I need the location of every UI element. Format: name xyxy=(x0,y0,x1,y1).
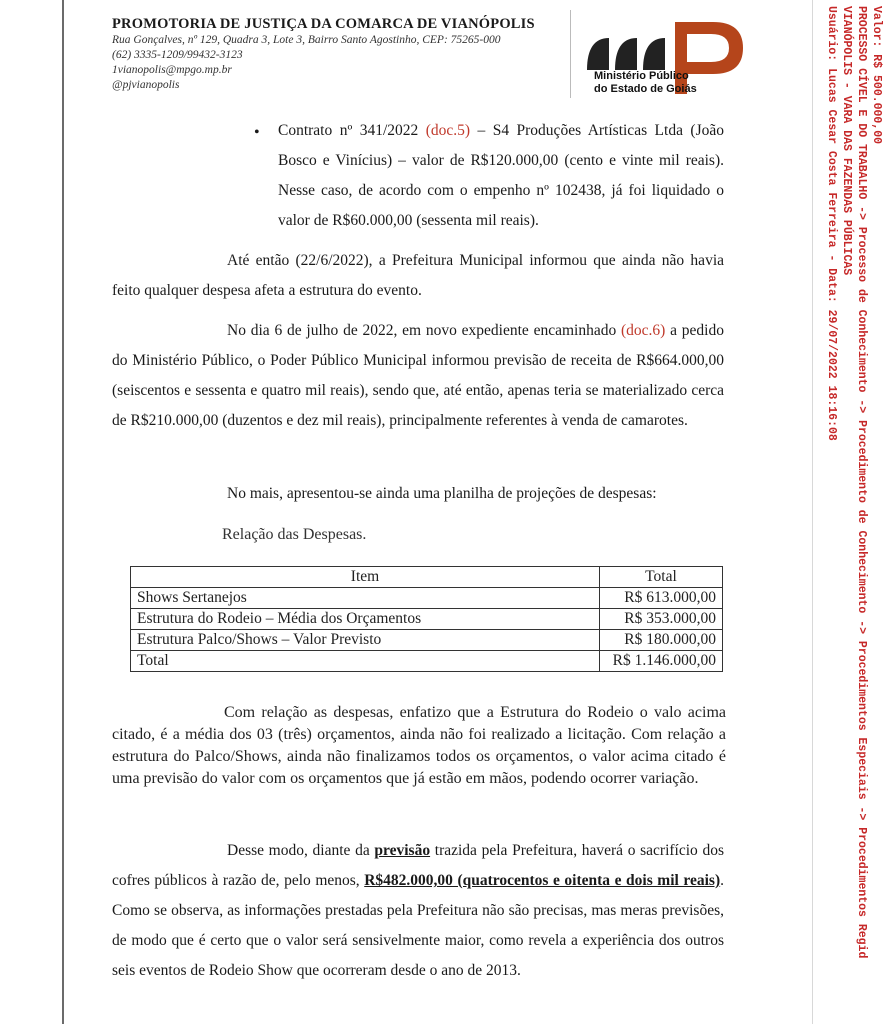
office-title: PROMOTORIA DE JUSTIÇA DA COMARCA DE VIANÓPOLIS xyxy=(112,16,535,32)
paragraph-2: No dia 6 de julho de 2022, em novo expediente encaminhado (doc.6) a pedido do Ministério Público, o Poder Público Municipal informou previsão de receita de R$664.000,00 (seiscentos e sessenta e quatro mil reais), sendo que, até então, apenas teria se materializado cerca de R$210.000,00 (duzentos e dez mil reais), principalmente referentes à venda de camarotes. xyxy=(112,322,724,429)
paragraph-1: Até então (22/6/2022), a Prefeitura Municipal informou que ainda não havia feito qualquer despesa afeta a estrutura do evento. xyxy=(112,252,724,299)
table-title: Relação das Despesas. xyxy=(222,526,367,543)
court-stamp: Valor: R$ 500.000,00 PROCESSO CÍVEL E DO TRABALHO -> Processo de Conhecimento -> Procedimento de Conhecimento -> Procedimentos Especiais -> Procedimentos Regid VIANÓPOLIS - VARA DAS FAZENDAS PÚBLICAS Usuário: Lucas Cesar Costa Ferreira - Data: 29/07/2022 18:16:08 xyxy=(825,6,883,959)
logo-caption: Ministério Público do Estado de Goiás xyxy=(594,70,697,95)
column-header-total: Total xyxy=(600,567,723,588)
page-right-edge xyxy=(812,0,813,1024)
table-header-row xyxy=(131,567,723,588)
paragraph-3: No mais, apresentou-se ainda uma planilha de projeções de despesas: xyxy=(227,485,657,502)
table-row: Estrutura do Rodeio – Média dos Orçamentos R$ 353.000,00 xyxy=(131,609,723,630)
office-social: @pjvianopolis xyxy=(112,79,180,91)
underlined-amount: R$482.000,00 (quatrocentos e oitenta e dois mil reais) xyxy=(364,872,721,889)
column-header-item: Item xyxy=(131,567,600,588)
doc-reference: (doc.5) xyxy=(425,122,471,139)
page-left-edge xyxy=(62,0,64,1024)
table-row: Shows Sertanejos R$ 613.000,00 xyxy=(131,588,723,609)
office-phone: (62) 3335-1209/99432-3123 xyxy=(112,49,243,61)
letterhead xyxy=(112,16,582,93)
office-email: 1vianopolis@mpgo.mp.br xyxy=(112,64,232,76)
paragraph-4: Desse modo, diante da previsão trazida pela Prefeitura, haverá o sacrifício dos cofres públicos à razão de, pelo menos, R$482.000,00 (quatrocentos e oitenta e dois mil reais). Como se observa, as informações prestadas pela Prefeitura não são precisas, mas meras previsões, de modo que é certo que o valor será sensivelmente maior, como revela a experiência dos outros seis eventos de Rodeio Show que ocorreram desde o ano de 2013. xyxy=(112,842,724,979)
bullet-marker: • xyxy=(254,124,260,141)
office-address: Rua Gonçalves, nº 129, Quadra 3, Lote 3, Bairro Santo Agostinho, CEP: 75265-000 xyxy=(112,34,501,46)
underlined-term: previsão xyxy=(374,842,431,859)
doc-reference: (doc.6) xyxy=(621,322,666,339)
table-row: Estrutura Palco/Shows – Valor Previsto R$ 180.000,00 xyxy=(131,630,723,651)
expenses-table xyxy=(130,566,723,672)
table-total-row: Total R$ 1.146.000,00 xyxy=(131,651,723,672)
header-divider xyxy=(570,10,571,98)
quoted-excerpt: Com relação as despesas, enfatizo que a Estrutura do Rodeio o valo acima citado, é a média dos 03 (três) orçamentos, ainda não foi realizado a licitação. Com relação a estrutura do Palco/Shows, ainda não finalizamos todos os orçamentos, o valor acima citado é uma previsão do valor com os orçamentos que já estão em mãos, podendo ocorrer variação. xyxy=(112,704,726,787)
bullet-contract: Contrato nº 341/2022 (doc.5) – S4 Produções Artísticas Ltda (João Bosco e Vinícius) – valor de R$120.000,00 (cento e vinte mil reais). Nesse caso, de acordo com o empenho nº 102438, já foi liquidado o valor de R$60.000,00 (sessenta mil reais). xyxy=(278,122,724,229)
